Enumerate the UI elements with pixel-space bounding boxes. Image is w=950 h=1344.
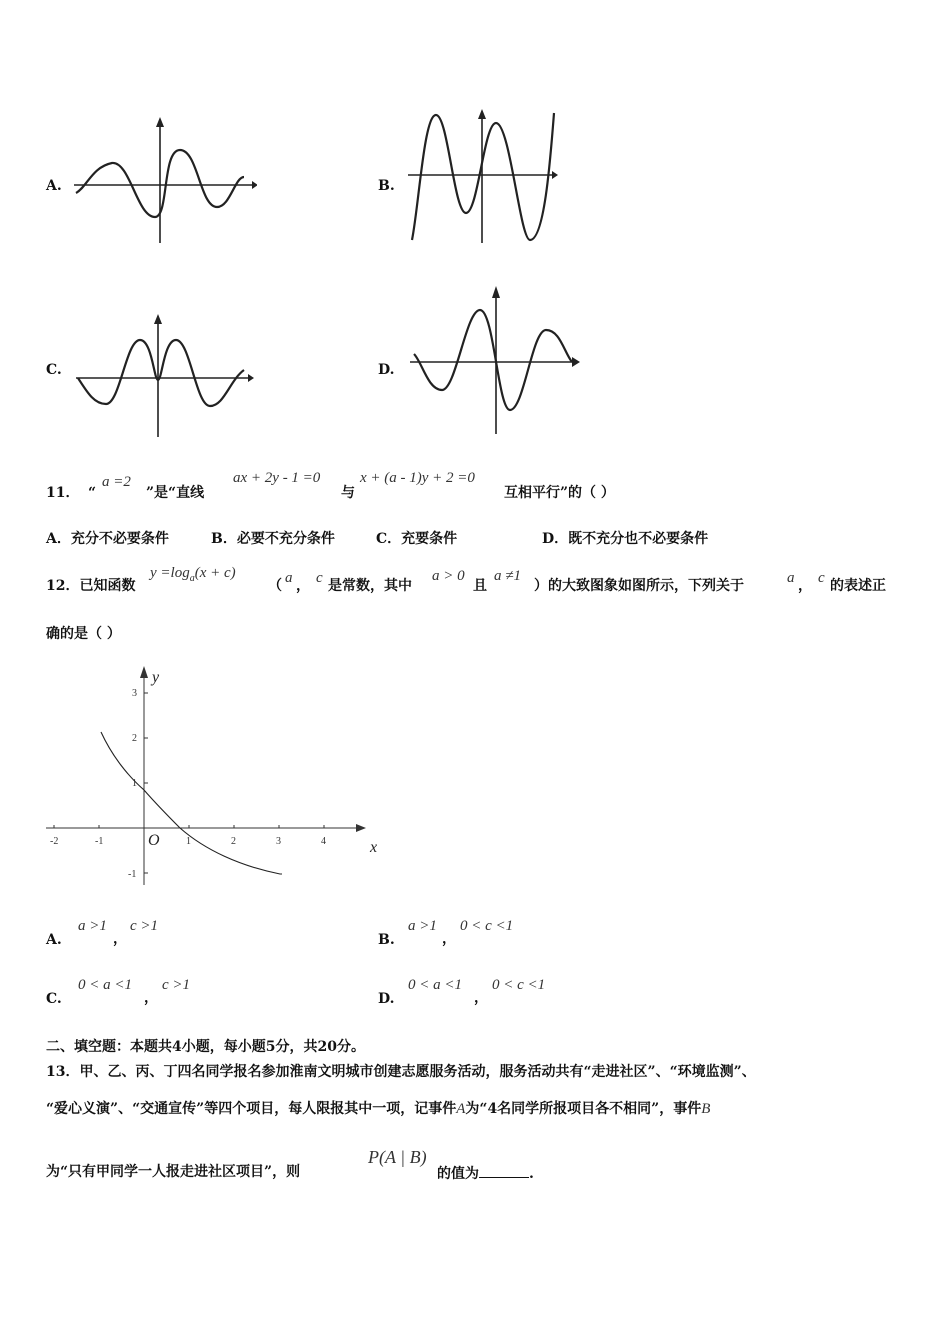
q12-label-x-4: 4 xyxy=(321,836,326,847)
q11-text-and: 与 xyxy=(341,485,355,501)
q13-line2-mid: 为“4名同学所报项目各不相同”，事件 xyxy=(465,1101,702,1117)
q13-event-b: B xyxy=(701,1101,711,1117)
q12-graph-y-arrow xyxy=(140,666,148,678)
q13-line3-post: 的值为 xyxy=(437,1166,479,1182)
q12-option-d-label: D. xyxy=(378,991,395,1007)
q11-option-d: D．既不充分也不必要条件 xyxy=(542,531,709,547)
q13-line2-pre: “爱心义演”、“交通宣传”等四个项目，每人限报其中一项，记事件 xyxy=(46,1101,457,1117)
q12-label-x-2: 2 xyxy=(231,836,236,847)
q12-option-d-value2: 0 < c <1 xyxy=(492,977,546,993)
q12-option-a-label: A. xyxy=(46,932,62,948)
q11-option-c: C．充要条件 xyxy=(376,531,458,547)
graph-option-a xyxy=(72,115,257,250)
q11-line1-equation: ax + 2y - 1 =0 xyxy=(233,470,321,486)
q12-option-b-sep: ， xyxy=(442,931,456,947)
graph-c-y-arrow xyxy=(154,314,162,324)
q12-label-x-m2: -2 xyxy=(50,836,59,847)
option-b-label: B. xyxy=(378,178,395,194)
option-d-label: D. xyxy=(378,362,395,378)
q11-option-b: B．必要不充分条件 xyxy=(211,531,335,547)
graph-b-curve xyxy=(412,113,554,240)
graph-a-y-arrow xyxy=(156,117,164,127)
q13-answer-blank[interactable] xyxy=(479,1163,529,1178)
q12-comma1: ， xyxy=(296,578,310,594)
q12-var-c2: c xyxy=(818,570,825,586)
q12-option-c-value2: c >1 xyxy=(162,977,191,993)
graph-a-x-arrow xyxy=(252,181,257,189)
q12-function xyxy=(150,565,236,584)
q12-comma2: ， xyxy=(798,578,812,594)
graph-option-c xyxy=(72,312,257,442)
q13-line2 xyxy=(46,1100,710,1118)
graph-option-d xyxy=(404,282,589,442)
q11-text-is-line: ”是“直线 xyxy=(146,485,205,501)
q12-label-x-1: 1 xyxy=(186,836,191,847)
q13-period: . xyxy=(529,1166,534,1182)
q11-text-tail: 互相平行”的（ ） xyxy=(504,485,615,501)
q12-var-c: c xyxy=(316,570,323,586)
q12-label-y-3: 3 xyxy=(132,688,137,699)
q13-event-a: A xyxy=(456,1101,466,1117)
graph-c-curve xyxy=(78,340,244,406)
q12-condition-1: a > 0 xyxy=(432,568,465,584)
q13-line1: 13．甲、乙、丙、丁四名同学报名参加淮南文明城市创建志愿服务活动，服务活动共有“走进社区”、“环境监测”、 xyxy=(46,1064,756,1080)
q12-graph xyxy=(40,660,390,895)
q13-line3-pre: 为“只有甲同学一人报走进社区项目”，则 xyxy=(46,1164,301,1180)
q12-paren-open: （ xyxy=(268,578,282,594)
q11-condition: a =2 xyxy=(102,474,131,490)
q12-label-x-3: 3 xyxy=(276,836,281,847)
q12-option-a-value2: c >1 xyxy=(130,918,159,934)
q12-label-x-m1: -1 xyxy=(95,836,104,847)
q13-answer-line xyxy=(437,1163,534,1183)
q12-option-d-value1: 0 < a <1 xyxy=(408,977,462,993)
graph-d-y-arrow xyxy=(492,286,500,298)
q12-label-y: y xyxy=(152,669,160,686)
q12-option-a-value1: a >1 xyxy=(78,918,107,934)
q12-option-b-value1: a >1 xyxy=(408,918,437,934)
q12-number-text: 12．已知函数 xyxy=(46,578,136,594)
q12-label-y-1: 1 xyxy=(132,778,137,789)
q12-graph-curve xyxy=(101,732,282,874)
q11-open-quote: “ xyxy=(88,485,97,501)
q12-label-origin: O xyxy=(148,832,160,849)
q12-text-mid: ）的大致图象如图所示，下列关于 xyxy=(534,578,744,594)
section-2-heading: 二、填空题：本题共4小题，每小题5分，共20分。 xyxy=(46,1039,365,1055)
q12-function-base: a xyxy=(189,573,195,584)
q12-function-main: y =log xyxy=(150,565,190,581)
q12-option-c-label: C. xyxy=(46,991,62,1007)
q12-text-const: 是常数，其中 xyxy=(328,578,412,594)
graph-b-y-arrow xyxy=(478,109,486,119)
q12-graph-x-arrow xyxy=(356,824,366,832)
q12-label-y-2: 2 xyxy=(132,733,137,744)
q12-function-arg: (x + c) xyxy=(194,565,236,581)
q12-var-a2: a xyxy=(787,570,795,586)
option-c-label: C. xyxy=(46,362,62,378)
graph-d-x-arrow xyxy=(572,357,580,367)
q12-label-x: x xyxy=(370,839,378,856)
q13-probability: P(A | B) xyxy=(368,1147,427,1167)
q12-option-a-sep: ， xyxy=(113,931,127,947)
graph-b-x-arrow xyxy=(552,171,558,179)
q12-option-d-sep: ， xyxy=(474,990,488,1006)
q12-line2: 确的是（ ） xyxy=(46,626,121,642)
graph-c-x-arrow xyxy=(248,374,254,382)
graph-option-b xyxy=(404,105,569,250)
q12-option-b-value2: 0 < c <1 xyxy=(460,918,514,934)
q12-text-end: 的表述正 xyxy=(830,578,886,594)
q12-option-b-label: B. xyxy=(378,932,395,948)
graph-d-curve xyxy=(414,310,572,410)
q11-option-a: A．充分不必要条件 xyxy=(46,531,169,547)
q12-var-a: a xyxy=(285,570,293,586)
q12-label-y-m1: -1 xyxy=(128,869,137,880)
q12-text-and: 且 xyxy=(473,578,487,594)
q11-line2-equation: x + (a - 1)y + 2 =0 xyxy=(360,470,475,486)
q11-number: 11． xyxy=(46,485,80,501)
q12-option-c-value1: 0 < a <1 xyxy=(78,977,132,993)
q12-condition-2: a ≠1 xyxy=(494,568,521,584)
option-a-label: A. xyxy=(46,178,62,194)
q12-option-c-sep: ， xyxy=(144,990,158,1006)
